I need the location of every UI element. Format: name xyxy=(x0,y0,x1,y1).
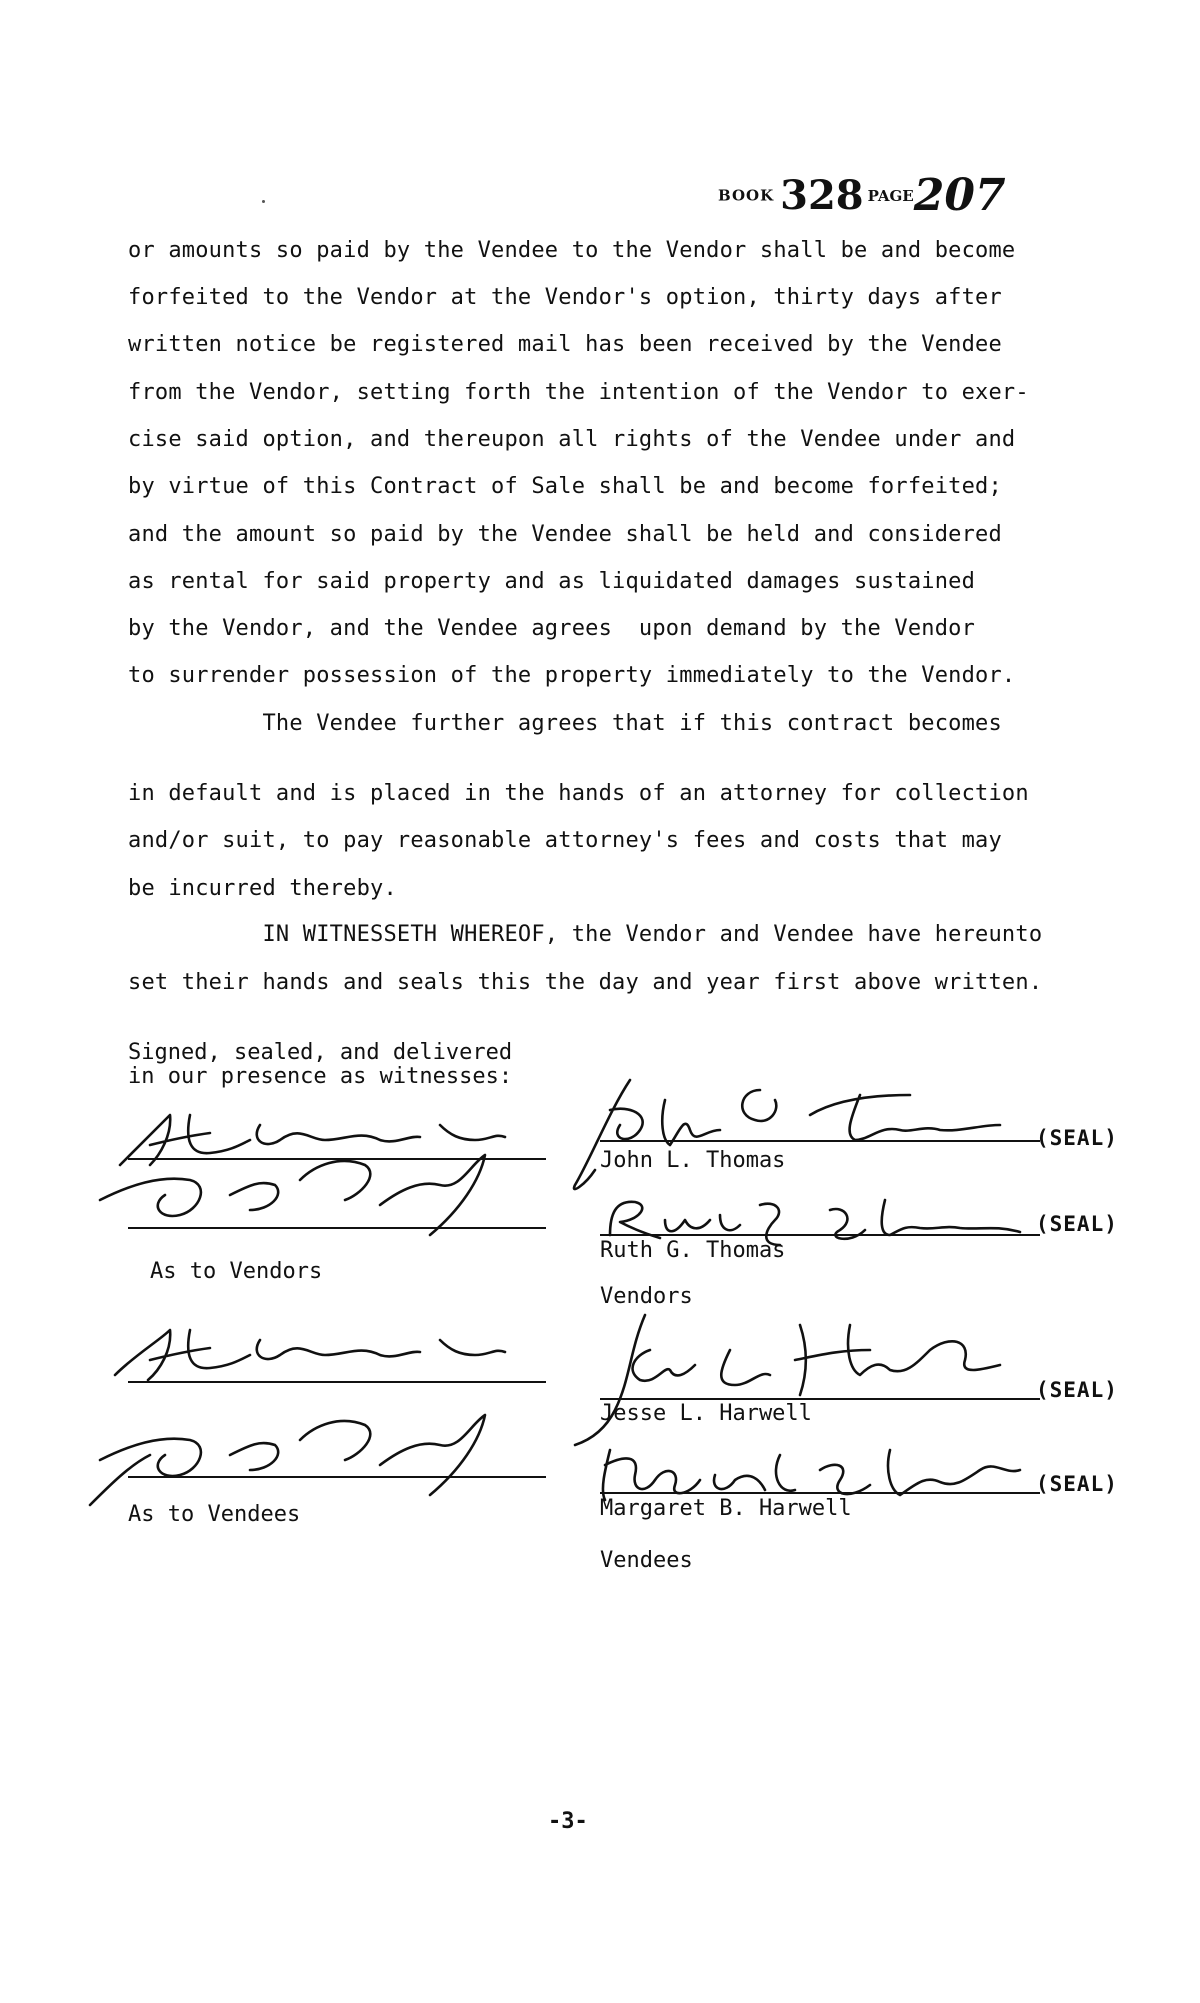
book-number: 328 xyxy=(780,172,864,219)
signature-line xyxy=(600,1234,1040,1236)
vendor-name: Ruth G. Thomas xyxy=(600,1238,786,1263)
signature-line xyxy=(128,1476,546,1478)
vendees-label: Vendees xyxy=(600,1548,693,1573)
vendor-name: John L. Thomas xyxy=(600,1148,786,1173)
witness-intro-line: in our presence as witnesses: xyxy=(128,1064,513,1089)
page-footer-number: -3- xyxy=(548,1809,588,1834)
body-line: in default and is placed in the hands of an attorney for collection xyxy=(128,781,1029,806)
vendee-name: Jesse L. Harwell xyxy=(600,1401,812,1426)
signature-line xyxy=(600,1140,1040,1142)
signature-vendor-1 xyxy=(570,1070,1050,1200)
body-line: by virtue of this Contract of Sale shall be and become forfeited; xyxy=(128,474,1002,499)
body-line: be incurred thereby. xyxy=(128,876,397,901)
page-label: PAGE xyxy=(867,186,914,205)
signature-line xyxy=(128,1227,546,1229)
speck xyxy=(262,200,265,203)
witness-caption-vendors: As to Vendors xyxy=(150,1259,323,1284)
signature-line xyxy=(600,1398,1040,1400)
body-line: and the amount so paid by the Vendee shall be held and considered xyxy=(128,522,1002,547)
witness-caption-vendees: As to Vendees xyxy=(128,1502,301,1527)
body-line: and/or suit, to pay reasonable attorney's fees and costs that may xyxy=(128,828,1002,853)
seal-mark: (SEAL) xyxy=(1036,1378,1118,1402)
seal-mark: (SEAL) xyxy=(1036,1472,1118,1496)
body-line: set their hands and seals this the day and year first above written. xyxy=(128,970,1043,995)
body-line: or amounts so paid by the Vendee to the Vendor shall be and become xyxy=(128,238,1016,263)
body-line: cise said option, and thereupon all rights of the Vendee under and xyxy=(128,427,1016,452)
body-line: IN WITNESSETH WHEREOF, the Vendor and Vendee have hereunto xyxy=(128,922,1043,947)
signature-line xyxy=(128,1158,546,1160)
body-line: written notice be registered mail has been received by the Vendee xyxy=(128,332,1002,357)
body-line: as rental for said property and as liquidated damages sustained xyxy=(128,569,976,594)
signature-line xyxy=(600,1492,1040,1494)
vendee-name: Margaret B. Harwell xyxy=(600,1496,852,1521)
vendors-label: Vendors xyxy=(600,1284,693,1309)
body-line: from the Vendor, setting forth the intention of the Vendor to exer- xyxy=(128,380,1029,405)
body-line: The Vendee further agrees that if this contract becomes xyxy=(128,711,1002,736)
body-line: forfeited to the Vendor at the Vendor's option, thirty days after xyxy=(128,285,1002,310)
signature-vendee-1 xyxy=(570,1310,1040,1450)
seal-mark: (SEAL) xyxy=(1036,1212,1118,1236)
body-line: by the Vendor, and the Vendee agrees upon demand by the Vendor xyxy=(128,616,976,641)
signature-line xyxy=(128,1381,546,1383)
witness-signature-vendors xyxy=(100,1085,560,1245)
witness-intro-line: Signed, sealed, and delivered xyxy=(128,1040,513,1065)
book-label: BOOK xyxy=(718,186,775,205)
witness-signature-vendees xyxy=(90,1315,560,1510)
book-page-stamp xyxy=(718,170,1006,221)
body-line: to surrender possession of the property immediately to the Vendor. xyxy=(128,663,1016,688)
seal-mark: (SEAL) xyxy=(1036,1126,1118,1150)
page-number: 207 xyxy=(913,170,1006,221)
